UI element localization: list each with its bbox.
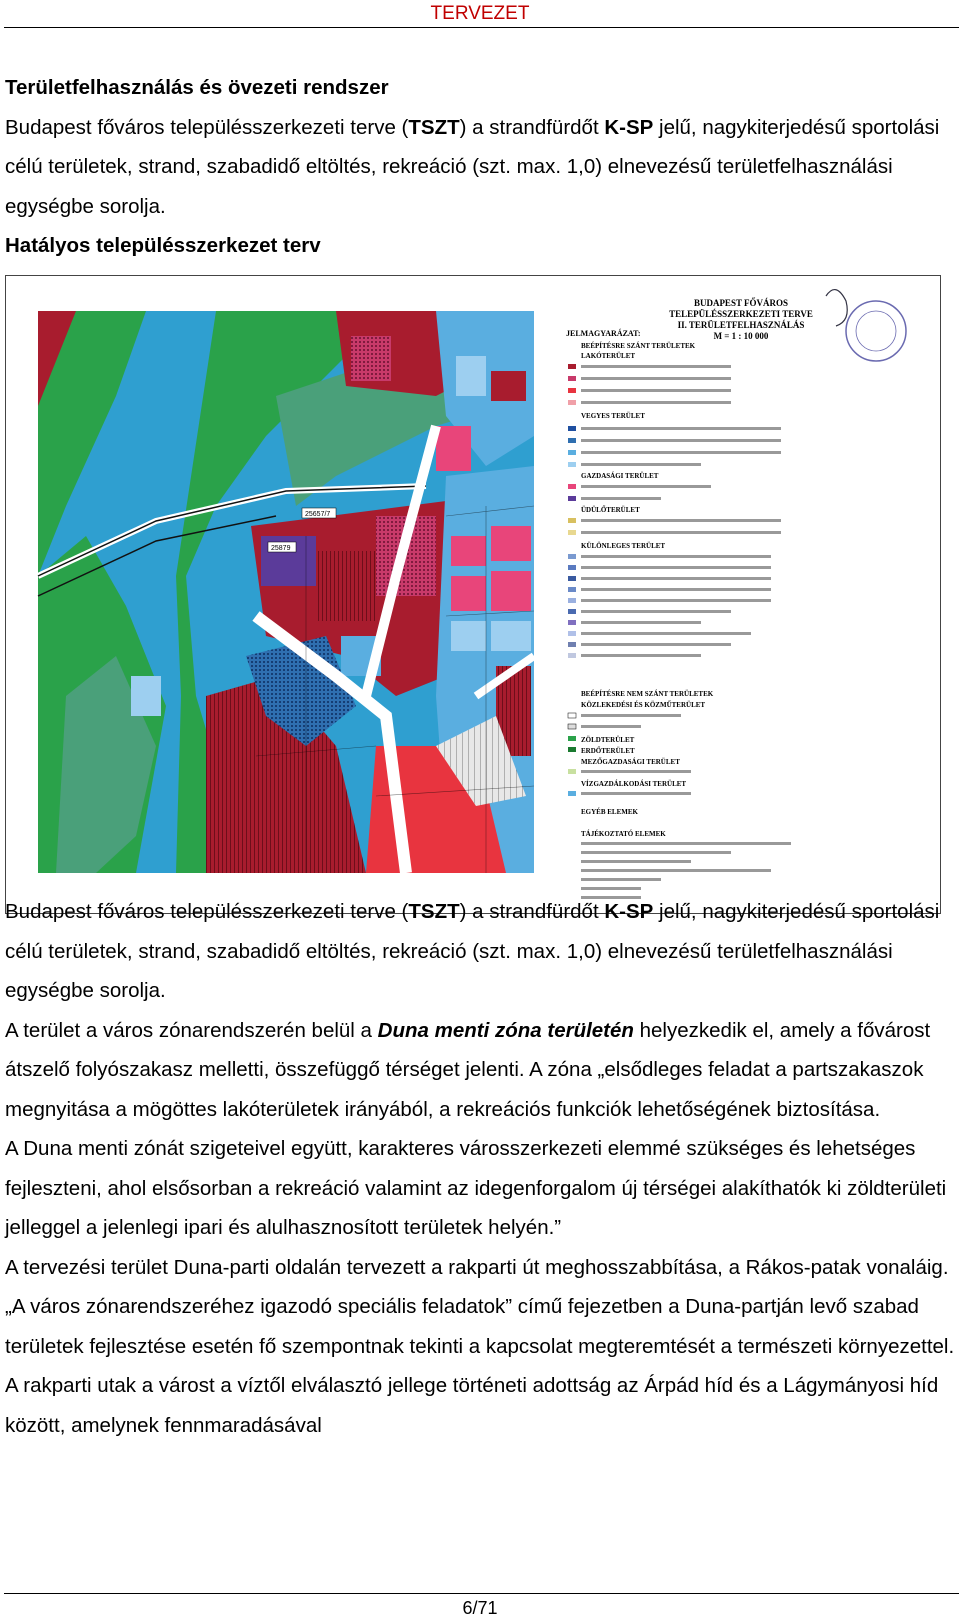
- legend-section: BEÉPÍTÉSRE NEM SZÁNT TERÜLETEK: [581, 690, 714, 698]
- legend-section: MEZŐGAZDASÁGI TERÜLET: [581, 758, 680, 766]
- section-heading: Területfelhasználás és övezeti rendszer: [5, 76, 389, 99]
- legend-section: VEGYES TERÜLET: [581, 412, 645, 420]
- legend-section: GAZDASÁGI TERÜLET: [581, 472, 659, 480]
- parcel-label: 25879: [271, 545, 291, 552]
- body-text: [5, 892, 955, 1445]
- legend-section: ZÖLDTERÜLET: [581, 736, 635, 744]
- map-legend: [566, 328, 791, 899]
- header-rule: [4, 27, 959, 28]
- page-number: 6/71: [462, 1598, 498, 1618]
- legend-title: JELMAGYARÁZAT:: [566, 329, 641, 338]
- legend-section: KÜLÖNLEGES TERÜLET: [581, 542, 666, 550]
- zoning-map: [6, 276, 940, 913]
- map-title-line: II. TERÜLETFELHASZNÁLÁS: [677, 320, 805, 330]
- header-title: TERVEZET: [430, 3, 530, 24]
- map-title-line: BUDAPEST FŐVÁROS: [693, 298, 789, 308]
- zone-paragraph: [5, 1011, 955, 1130]
- legend-section: BEÉPÍTÉSRE SZÁNT TERÜLETEK: [581, 342, 696, 350]
- text-run: Budapest főváros településszerkezeti terve (: [5, 115, 409, 139]
- map-title-block: [669, 298, 813, 341]
- text-run: ) a strandfürdőt: [459, 115, 605, 139]
- legend-section: TÁJÉKOZTATÓ ELEMEK: [581, 830, 666, 838]
- text-run: jelű, nagykiterjedésű sportolási célú területek, strand, szabadidő eltöltés, rekreáció (szt. max. 1,0) elnevezésű területfelhasználási egységbe sorolja.: [5, 900, 940, 1002]
- legend-section: LAKÓTERÜLET: [581, 352, 636, 360]
- repeat-paragraph: [5, 892, 955, 1011]
- text-run: Budapest főváros településszerkezeti terve (: [5, 900, 409, 923]
- parcel-label: 25657/7: [305, 511, 331, 518]
- planning-paragraph: A tervezési terület Duna-parti oldalán tervezett a rakparti út meghosszabbítása, a Rákos-patak vonaláig.„A város zónarendszeréhez igazodó speciális feladatok” című fejezetben a Duna-partján levő szabad területek fejlesztése esetén fő szempontnak tekinti a kapcsolat megteremtését a természeti környezettel. A rakparti utak a várost a víztől elválasztó jellege történeti adottság az Árpád híd és a Lágymányosi híd között, amelynek fennmaradásával: [5, 1255, 955, 1437]
- legend-section: ÜDÜLŐTERÜLET: [581, 506, 640, 514]
- map-area: [38, 311, 534, 873]
- text-run: A terület a város zónarendszerén belül a: [5, 1018, 378, 1042]
- footer-rule: [4, 1593, 959, 1594]
- legend-section: EGYÉB ELEMEK: [581, 808, 638, 816]
- stamp-icon: [826, 290, 906, 361]
- legend-section: ERDŐTERÜLET: [581, 747, 635, 755]
- text-run: jelű, nagykiterjedésű sportolási célú területek, strand, szabadidő eltöltés, rekreáció (szt. max. 1,0) elnevezésű területfelhasználási egységbe sorolja.: [5, 115, 940, 218]
- zone-emphasis: Duna menti zóna területén: [377, 1018, 634, 1042]
- ksp-code: K-SP: [604, 900, 654, 923]
- text-run: ) a strandfürdőt: [459, 900, 605, 923]
- legend-section: VÍZGAZDÁLKODÁSI TERÜLET: [581, 780, 687, 788]
- document-header: [0, 0, 960, 28]
- zoning-map-image: [5, 275, 941, 914]
- duna-paragraph: A Duna menti zónát szigeteivel együtt, karakteres városszerkezeti elemmé szükséges és lehetséges fejleszteni, ahol elsősorban a rekreáció valamint az idegenforgalom új térségei alakíthatók ki zöldterületi jelleggel a jelenlegi ipari és alulhasznosított területek helyén.”: [5, 1137, 947, 1239]
- map-caption: Hatályos településszerkezet terv: [5, 234, 321, 257]
- text-run: helyezkedik el, amely a fővárost átszelő folyószakasz melletti, összefüggő térséget jelenti. A zóna „elsődleges feladat a partszakaszok megnyitása a mögöttes lakóterületek irányából, a rekreációs funkciók lehetőségének biztosítása.: [5, 1018, 931, 1121]
- tszt-abbr: TSZT: [408, 115, 460, 139]
- map-title-line: TELEPÜLÉSSZERKEZETI TERVE: [669, 309, 813, 319]
- legend-section: KÖZLEKEDÉSI ÉS KÖZMŰTERÜLET: [581, 701, 706, 709]
- tszt-abbr: TSZT: [408, 900, 460, 923]
- intro-paragraph: [5, 108, 955, 227]
- section-top: [5, 68, 955, 266]
- map-title-line: M = 1 : 10 000: [713, 331, 769, 341]
- ksp-code: K-SP: [604, 115, 654, 139]
